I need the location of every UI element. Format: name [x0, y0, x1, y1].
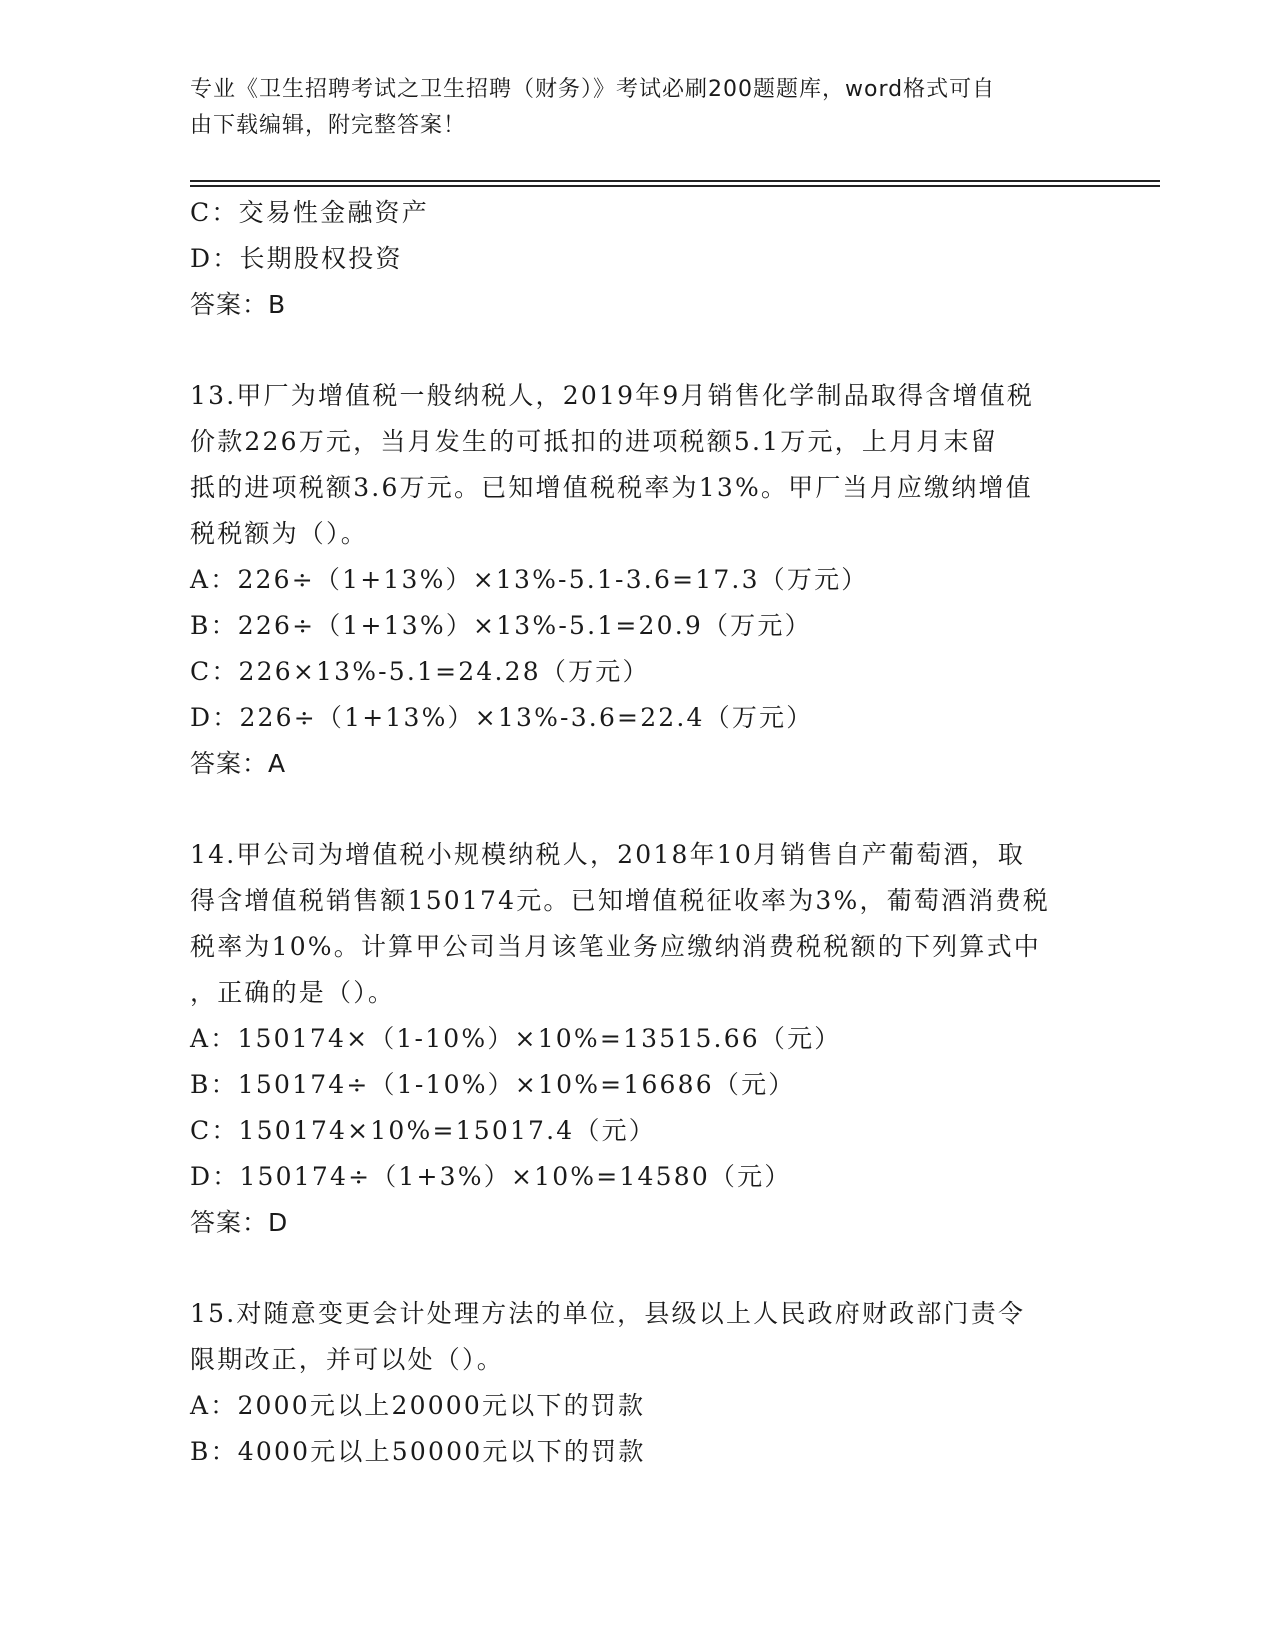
spacer	[190, 787, 1090, 832]
option-d: D：226÷（1+13%）×13%-3.6=22.4（万元）	[190, 703, 814, 732]
option-c: C：150174×10%=15017.4（元）	[190, 1116, 657, 1145]
spacer	[190, 1246, 1090, 1291]
option-c: C：226×13%-5.1=24.28（万元）	[190, 657, 650, 686]
document-body	[190, 190, 1090, 1475]
answer-line: 答案：A	[190, 749, 287, 778]
header-divider-bottom	[190, 185, 1160, 187]
question-text-line: 14.甲公司为增值税小规模纳税人，2018年10月销售自产葡萄酒，取	[190, 840, 1025, 869]
option-a: A：226÷（1+13%）×13%-5.1-3.6=17.3（万元）	[190, 565, 869, 594]
question-text-line: 价款226万元，当月发生的可抵扣的进项税额5.1万元，上月月末留	[190, 427, 998, 456]
header-line-2: 由下载编辑，附完整答案！	[190, 113, 467, 138]
option-a: A：150174×（1-10%）×10%=13515.66（元）	[190, 1024, 842, 1053]
question-text-line: ，正确的是（）。	[190, 978, 396, 1007]
option-d: D：长期股权投资	[190, 244, 403, 273]
question-text-line: 得含增值税销售额150174元。已知增值税征收率为3%，葡萄酒消费税	[190, 886, 1050, 915]
option-b: B：150174÷（1-10%）×10%=16686（元）	[190, 1070, 796, 1099]
spacer	[190, 328, 1090, 373]
option-b: B：4000元以上50000元以下的罚款	[190, 1437, 646, 1466]
header-line-1: 专业《卫生招聘考试之卫生招聘（财务）》考试必刷200题题库，word格式可自	[190, 77, 996, 102]
question-text-line: 13.甲厂为增值税一般纳税人，2019年9月销售化学制品取得含增值税	[190, 381, 1035, 410]
question-14	[190, 832, 1090, 1246]
question-text-line: 抵的进项税额3.6万元。已知增值税税率为13%。甲厂当月应缴纳增值	[190, 473, 1033, 502]
question-text-line: 税率为10%。计算甲公司当月该笔业务应缴纳消费税税额的下列算式中	[190, 932, 1041, 961]
question-text-line: 限期改正，并可以处（）。	[190, 1345, 504, 1374]
question-text-line: 15.对随意变更会计处理方法的单位，县级以上人民政府财政部门责令	[190, 1299, 1026, 1328]
option-c: C：交易性金融资产	[190, 198, 429, 227]
question-text-line: 税税额为（）。	[190, 519, 368, 548]
option-b: B：226÷（1+13%）×13%-5.1=20.9（万元）	[190, 611, 812, 640]
option-a: A：2000元以上20000元以下的罚款	[190, 1391, 646, 1420]
header-divider-top	[190, 180, 1160, 182]
previous-question-block	[190, 190, 1090, 328]
question-15	[190, 1291, 1090, 1475]
question-13	[190, 373, 1090, 787]
option-d: D：150174÷（1+3%）×10%=14580（元）	[190, 1162, 792, 1191]
answer-line: 答案：D	[190, 1208, 289, 1237]
answer-line: 答案：B	[190, 290, 287, 319]
document-header	[190, 72, 1070, 144]
